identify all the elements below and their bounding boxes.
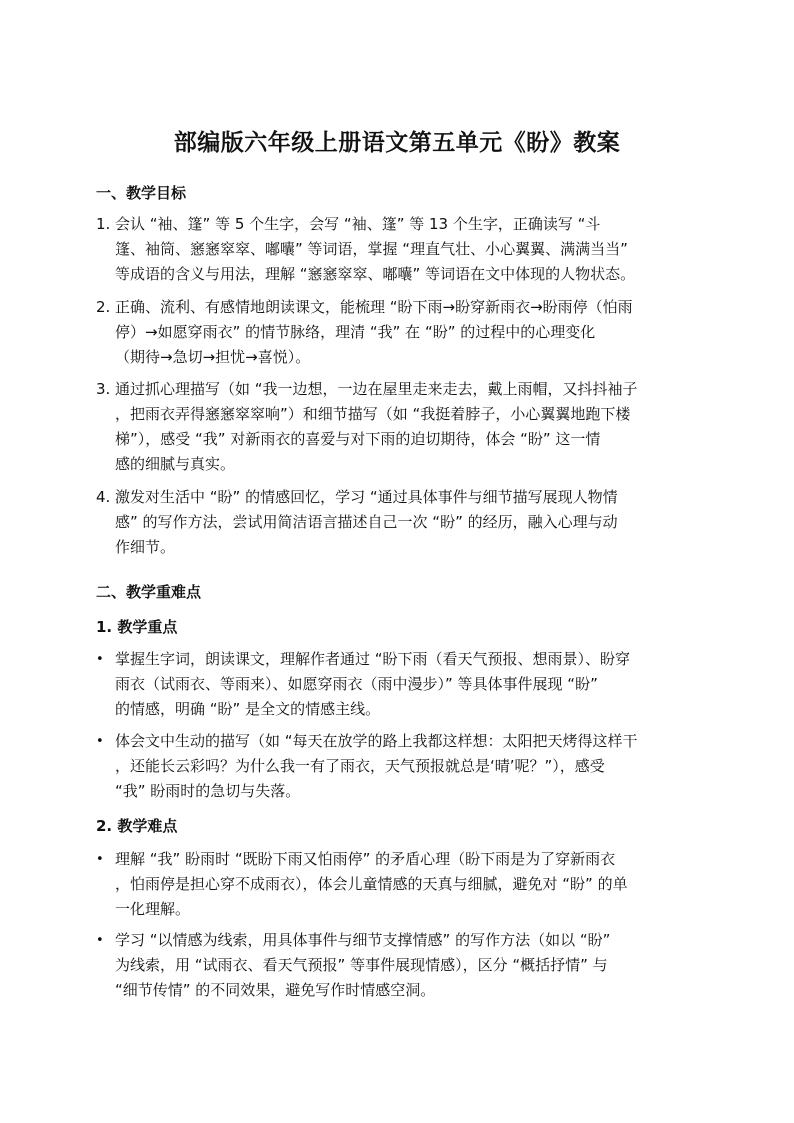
focus-item-2: [96, 729, 696, 804]
item-line: ，怕雨停是担心穿不成雨衣），体会儿童情感的天真与细腻，避免对 “盼” 的单: [115, 875, 628, 893]
item-line: 篷、袖筒、窸窸窣窣、嘟囔” 等词语，掌握 “理直气壮、小心翼翼、满满当当”: [115, 240, 628, 258]
item-line: 理解 “我” 盼雨时 “既盼下雨又怕雨停” 的矛盾心理（盼下雨是为了穿新雨衣: [115, 850, 616, 868]
item-number: 4.: [96, 488, 111, 506]
item-line: ，把雨衣弄得窸窸窣窣响”）和细节描写（如 “我挺着脖子，小心翼翼地跑下楼: [115, 405, 631, 423]
item-line: 正确、流利、有感情地朗读课文，能梳理 “盼下雨→盼穿新雨衣→盼雨停（怕雨: [115, 298, 633, 316]
item-line: 雨衣（试雨衣、等雨来）、如愿穿雨衣（雨中漫步）” 等具体事件展现 “盼”: [115, 675, 598, 693]
item-line: 梯”），感受 “我” 对新雨衣的喜爱与对下雨的迫切期待，体会 “盼” 这一情: [115, 430, 601, 448]
objective-item-2: [96, 295, 696, 370]
item-line: 的情感，明确 “盼” 是全文的情感主线。: [115, 700, 381, 718]
item-line: 等成语的含义与用法，理解 “窸窸窣窣、嘟囔” 等词语在文中体现的人物状态。: [115, 265, 636, 283]
item-number: 2.: [96, 298, 111, 316]
section-heading-key-points: 二、教学重难点: [96, 583, 202, 601]
item-line: （期待→急切→担忧→喜悦）。: [115, 348, 311, 366]
bullet-icon: •: [96, 852, 104, 867]
item-line: 停）→如愿穿雨衣” 的情节脉络，理清 “我” 在 “盼” 的过程中的心理变化: [115, 323, 596, 341]
item-line: 激发对生活中 “盼” 的情感回忆，学习 “通过具体事件与细节描写展现人物情: [115, 488, 618, 506]
item-line: 学习 “以情感为线索，用具体事件与细节支撑情感” 的写作方法（如以 “盼”: [115, 931, 611, 949]
item-line: 体会文中生动的描写（如 “每天在放学的路上我都这样想：太阳把天烤得这样干: [115, 732, 638, 750]
section-heading-objectives: 一、教学目标: [96, 184, 187, 202]
item-line: 作细节。: [115, 538, 176, 556]
difficulty-item-2: [96, 928, 696, 1003]
item-number: 3.: [96, 380, 111, 398]
item-line: “我” 盼雨时的急切与失落。: [115, 782, 301, 800]
objective-item-3: [96, 377, 696, 477]
objective-item-4: [96, 485, 696, 560]
difficulty-item-1: [96, 847, 696, 922]
sub-heading-difficulty: 2. 教学难点: [96, 817, 178, 835]
item-number: 1.: [96, 215, 111, 233]
bullet-icon: •: [96, 652, 104, 667]
item-line: “细节传情” 的不同效果，避免写作时情感空洞。: [115, 981, 436, 999]
item-line: ，还能长云彩吗？为什么我一有了雨衣，天气预报就总是‘晴’呢？”），感受: [115, 757, 605, 775]
item-line: 感” 的写作方法，尝试用简洁语言描述自己一次 “盼” 的经历，融入心理与动: [115, 513, 618, 531]
page-title: 部编版六年级上册语文第五单元《盼》教案: [173, 130, 621, 156]
item-line: 感的细腻与真实。: [115, 455, 236, 473]
item-line: 为线索，用 “试雨衣、看天气预报” 等事件展现情感），区分 “概括抒情” 与: [115, 956, 608, 974]
objective-item-1: [96, 212, 696, 287]
bullet-icon: •: [96, 734, 104, 749]
item-line: 掌握生字词，朗读课文，理解作者通过 “盼下雨（看天气预报、想雨景）、盼穿: [115, 650, 631, 668]
bullet-icon: •: [96, 933, 104, 948]
item-line: 会认 “袖、篷” 等 5 个生字，会写 “袖、篷” 等 13 个生字，正确读写 “斗: [115, 215, 601, 233]
sub-heading-focus: 1. 教学重点: [96, 618, 178, 636]
focus-item-1: [96, 647, 696, 722]
item-line: 一化理解。: [115, 900, 191, 918]
item-line: 通过抓心理描写（如 “我一边想，一边在屋里走来走去，戴上雨帽，又抖抖袖子: [115, 380, 638, 398]
